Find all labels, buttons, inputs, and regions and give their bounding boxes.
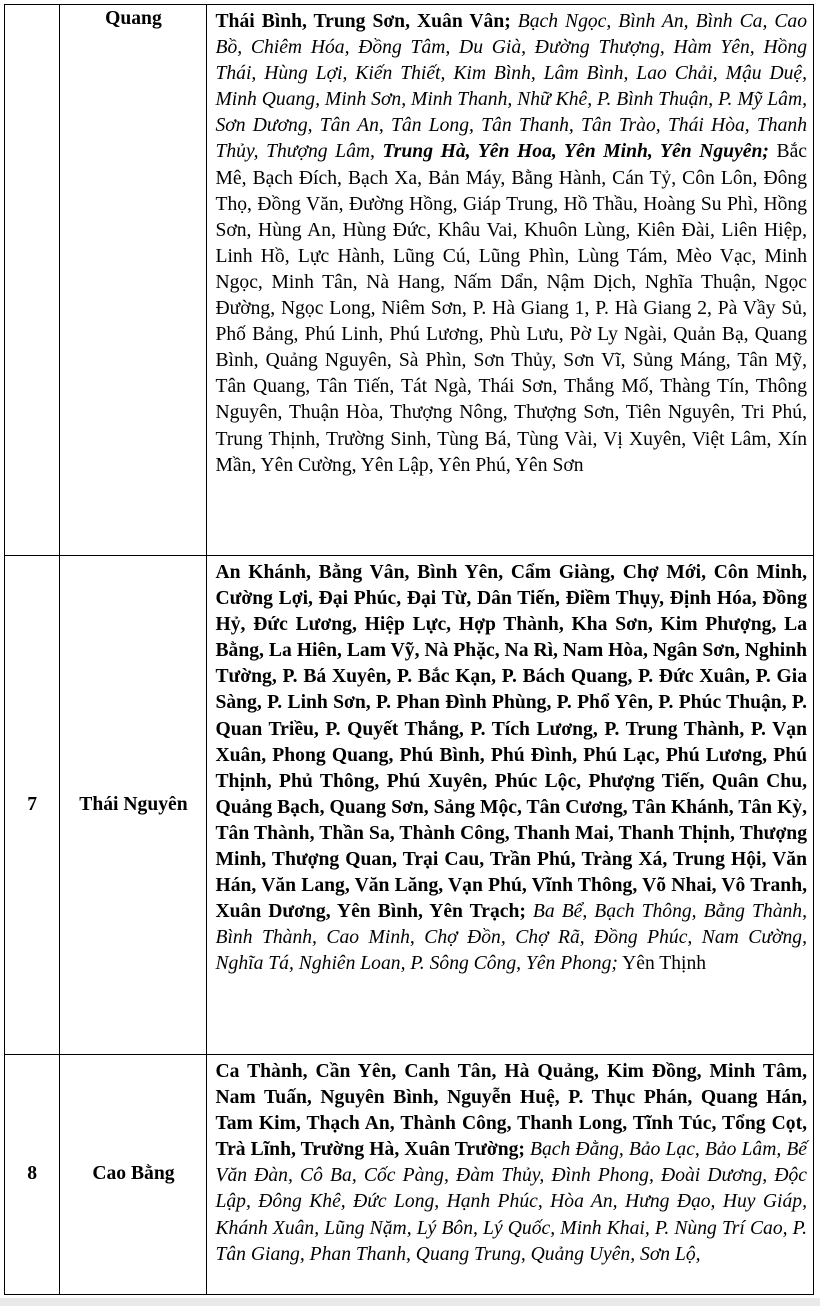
commune-list-cell — [207, 1055, 814, 1295]
table-row-tuyen-quang — [5, 5, 814, 556]
communes-italic-text: Bạch Đằng, Bảo Lạc, Bảo Lâm, Bế Văn Đàn, Cô Ba, Cốc Pàng, Đàm Thủy, Đình Phong, Đoài Dương, Độc Lập, Đông Khê, Đức Long, Hạnh Phúc, Hòa An, Hưng Đạo, Huy Giáp, Khánh Xuân, Lũng Nặm, Lý Bôn, Lý Quốc, Minh Khai, P. Nùng Trí Cao, P. Tân Giang, Phan Thanh, Quang Trung, Quảng Uyên, Sơn Lộ, — [215, 1139, 807, 1265]
communes-italic-text: Ba Bể, Bạch Thông, Bằng Thành, Bình Thành, Cao Minh, Chợ Đồn, Chợ Rã, Đồng Phúc, Nam Cường, Nghĩa Tá, Nghiên Loan, P. Sông Công, Yên Phong; — [215, 901, 807, 975]
province-name-cell: Thái Nguyên — [60, 556, 207, 1055]
row-number-cell: 7 — [5, 556, 60, 1055]
commune-list-cell — [207, 556, 814, 1055]
province-name-cell: Quang — [60, 5, 207, 556]
communes-bold-italic-text: Trung Hà, Yên Hoa, Yên Minh, Yên Nguyên; — [382, 141, 769, 163]
row-number-cell — [5, 5, 60, 556]
commune-list-table — [4, 4, 814, 1295]
table-row-cao-bang — [5, 1055, 814, 1295]
province-name-cell: Cao Bằng — [60, 1055, 207, 1295]
communes-normal-text: Yên Thịnh — [617, 953, 707, 975]
page-bottom-edge — [0, 1298, 820, 1306]
row-number-cell: 8 — [5, 1055, 60, 1295]
communes-italic-text: Bạch Ngọc, Bình An, Bình Ca, Cao Bồ, Chiêm Hóa, Đồng Tâm, Du Già, Đường Thượng, Hàm Yên, Hồng Thái, Hùng Lợi, Kiến Thiết, Kim Bình, Lâm Bình, Lao Chải, Mậu Duệ, Minh Quang, Minh Sơn, Minh Thanh, Nhữ Khê, P. Bình Thuận, P. Mỹ Lâm, Sơn Dương, Tân An, Tân Long, Tân Thanh, Tân Trào, Thái Hòa, Thanh Thủy, Thượng Lâm, — [215, 11, 808, 163]
communes-bold-text: An Khánh, Bằng Vân, Bình Yên, Cẩm Giàng, Chợ Mới, Côn Minh, Cường Lợi, Đại Phúc, Đại Từ, Dân Tiến, Điềm Thụy, Định Hóa, Đồng Hỷ, Đức Lương, Hiệp Lực, Hợp Thành, Kha Sơn, Kim Phượng, La Bằng, La Hiên, Lam Vỹ, Nà Phặc, Na Rì, Nam Hòa, Ngân Sơn, Nghinh Tường, P. Bá Xuyên, P. Bắc Kạn, P. Bách Quang, P. Đức Xuân, P. Gia Sàng, P. Linh Sơn, P. Phan Đình Phùng, P. Phổ Yên, P. Phúc Thuận, P. Quan Triều, P. Quyết Thắng, P. Tích Lương, P. Trung Thành, P. Vạn Xuân, Phong Quang, Phú Bình, Phú Đình, Phú Lạc, Phú Lương, Phú Thịnh, Phủ Thông, Phú Xuyên, Phúc Lộc, Phượng Tiến, Quân Chu, Quảng Bạch, Quang Sơn, Sảng Mộc, Tân Cương, Tân Khánh, Tân Kỳ, Tân Thành, Thần Sa, Thành Công, Thanh Mai, Thanh Thịnh, Thượng Minh, Thượng Quan, Trại Cau, Trần Phú, Tràng Xá, Trung Hội, Văn Hán, Văn Lang, Văn Lăng, Vạn Phú, Vĩnh Thông, Võ Nhai, Vô Tranh, Xuân Dương, Yên Bình, Yên Trạch; — [215, 562, 807, 923]
communes-normal-text: Bắc Mê, Bạch Đích, Bạch Xa, Bản Máy, Bằng Hành, Cán Tỷ, Côn Lôn, Đông Thọ, Đồng Văn, Đường Hồng, Giáp Trung, Hồ Thầu, Hoàng Su Phì, Hồng Sơn, Hùng An, Hùng Đức, Khâu Vai, Khuôn Lùng, Kiên Đài, Liên Hiệp, Linh Hồ, Lực Hành, Lũng Cú, Lũng Phìn, Lùng Tám, Mèo Vạc, Minh Ngọc, Minh Tân, Nà Hang, Nấm Dẩn, Nậm Dịch, Nghĩa Thuận, Ngọc Đường, Ngọc Long, Niêm Sơn, P. Hà Giang 1, P. Hà Giang 2, Pà Vầy Sủ, Phố Bảng, Phú Linh, Phú Lương, Phù Lưu, Pờ Ly Ngài, Quản Bạ, Quang Bình, Quảng Nguyên, Sà Phìn, Sơn Thủy, Sơn Vĩ, Sủng Máng, Tân Mỹ, Tân Quang, Tân Tiến, Tát Ngà, Thái Sơn, Thắng Mố, Thàng Tín, Thông Nguyên, Thuận Hòa, Thượng Nông, Thượng Sơn, Tiên Nguyên, Tri Phú, Trung Thịnh, Trường Sinh, Tùng Bá, Tùng Vài, Vị Xuyên, Việt Lâm, Xín Mần, Yên Cường, Yên Lập, Yên Phú, Yên Sơn — [215, 141, 807, 476]
communes-bold-text: Thái Bình, Trung Sơn, Xuân Vân; — [215, 11, 511, 32]
table-row-thai-nguyen — [5, 556, 814, 1055]
communes-bold-text: Ca Thành, Cần Yên, Canh Tân, Hà Quảng, Kim Đồng, Minh Tâm, Nam Tuấn, Nguyên Bình, Nguyễn Huệ, P. Thục Phán, Quang Hán, Tam Kim, Thạch An, Thành Công, Thanh Long, Tĩnh Túc, Tổng Cọt, Trà Lĩnh, Trường Hà, Xuân Trường; — [215, 1061, 807, 1161]
commune-list-cell — [207, 5, 814, 556]
